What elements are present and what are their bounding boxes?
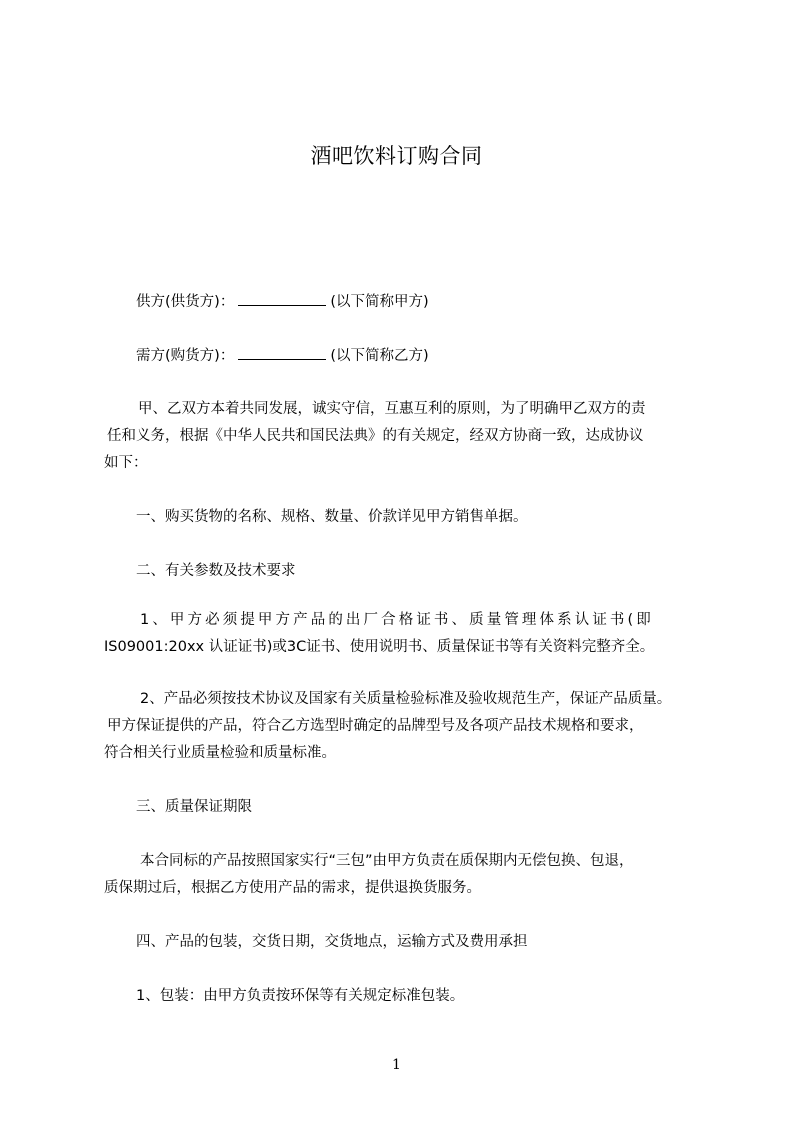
supplier-suffix: (以下简称甲方) — [330, 294, 429, 310]
section-3-heading: 三、质量保证期限 — [136, 799, 252, 815]
section-2-item-2-line-3: 符合相关行业质量检验和质量标准。 — [104, 745, 336, 761]
preamble-line-1: 甲、乙双方本着共同发展，诚实守信，互惠互利的原则，为了明确甲乙双方的责 — [138, 401, 646, 417]
buyer-suffix: (以下简称乙方) — [330, 348, 429, 364]
section-2-item-1-line-1: 1、甲方必须提甲方产品的出厂合格证书、质量管理体系认证书(即 — [140, 612, 654, 628]
section-1-text: 一、购买货物的名称、规格、数量、价款详见甲方销售单据。 — [136, 509, 528, 525]
preamble-line-2: 任和义务，根据《中华人民共和国民法典》的有关规定，经双方协商一致，达成协议 — [107, 428, 644, 444]
section-3-line-1: 本合同标的产品按照国家实行“三包”由甲方负责在质保期内无偿包换、包退， — [140, 853, 634, 869]
section-4-heading: 四、产品的包装，交货日期，交货地点，运输方式及费用承担 — [136, 934, 528, 950]
buyer-line — [136, 345, 429, 366]
buyer-label: 需方(购货方)： — [136, 348, 235, 364]
supplier-blank — [238, 291, 326, 306]
document-title: 酒吧饮料订购合同 — [310, 144, 483, 168]
preamble-line-3: 如下： — [104, 455, 148, 471]
page-number: 1 — [392, 1057, 401, 1073]
section-2-item-2-line-1: 2、产品必须按技术协议及国家有关质量检验标准及验收规范生产，保证产品质量。 — [140, 691, 672, 707]
section-4-item-1: 1、包装：由甲方负责按环保等有关规定标准包装。 — [136, 988, 465, 1004]
buyer-blank — [238, 345, 326, 360]
section-3-line-2: 质保期过后，根据乙方使用产品的需求，提供退换货服务。 — [104, 880, 481, 896]
supplier-label: 供方(供货方)： — [136, 294, 235, 310]
supplier-line — [136, 291, 429, 312]
section-2-item-2-line-2: 甲方保证提供的产品，符合乙方选型时确定的品牌型号及各项产品技术规格和要求， — [107, 718, 644, 734]
section-2-item-1-line-2: IS09001:20xx 认证证书)或3C证书、使用说明书、质量保证书等有关资料完整齐全。 — [104, 639, 655, 655]
section-2-heading: 二、有关参数及技术要求 — [136, 563, 296, 579]
